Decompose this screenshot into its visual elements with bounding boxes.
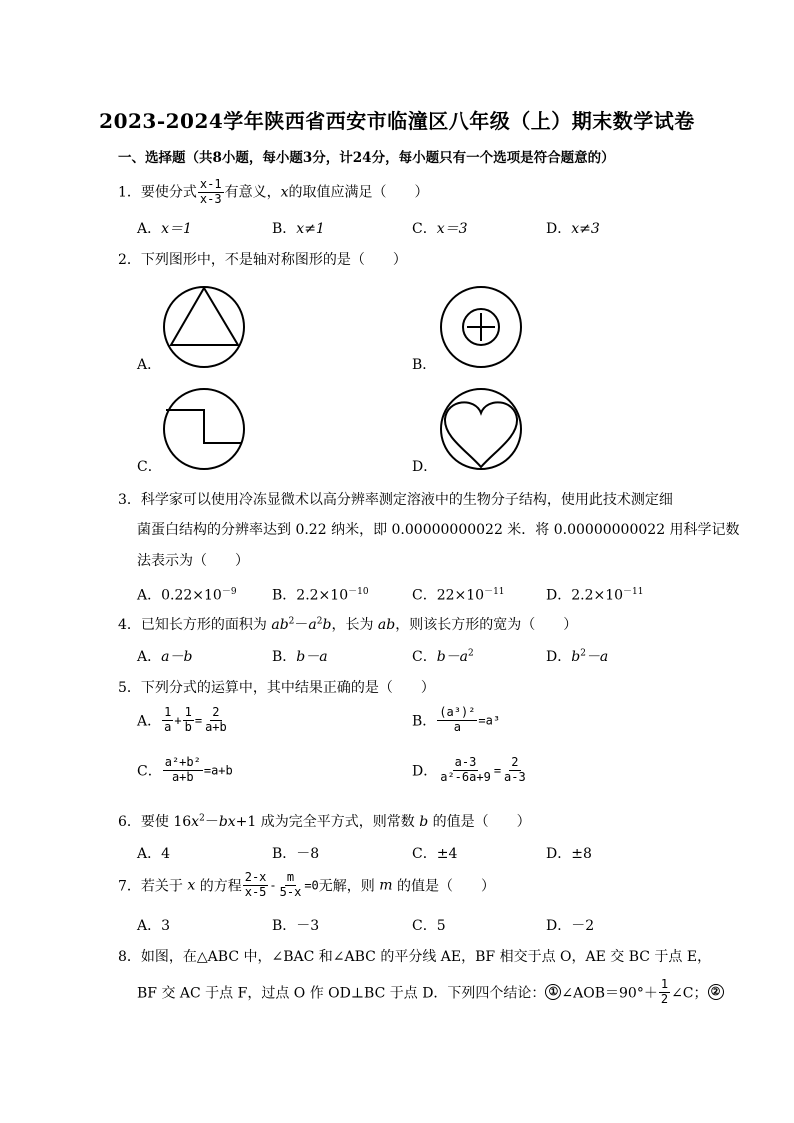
- q1-text-mid: 有意义，: [224, 184, 281, 201]
- q5-option-a[interactable]: A． $\frac{1}{a}$ + $\frac{1}{b}$ = $\frac{2}{a+b}$: [137, 705, 227, 734]
- q2-option-d[interactable]: D．: [412, 459, 438, 475]
- q8-line-2: BF 交 AC 于点 F，过点 O 作 OD⊥BC 于点 D．下列四个结论： ① ∠AOB＝90°＋ $\frac{1}{2}$ ∠C； ②: [137, 978, 724, 1007]
- q1-variable: x: [280, 184, 289, 201]
- q3-option-c[interactable]: C．$22\times 10^{-11}$: [412, 587, 505, 604]
- conclusion-2-marker: ②: [708, 984, 724, 1000]
- q7-option-d[interactable]: D．－2: [546, 918, 595, 934]
- q6-option-d[interactable]: D．±8: [546, 846, 592, 862]
- q2-option-a[interactable]: A．: [137, 357, 162, 373]
- conclusion-1-marker: ①: [545, 984, 561, 1000]
- q1-numerator: x-1: [199, 177, 222, 191]
- q1-option-a[interactable]: A．x＝1: [137, 221, 192, 237]
- q4-option-d[interactable]: D．$b^2-a$: [546, 648, 609, 665]
- q1-option-c[interactable]: C．x＝3: [412, 221, 468, 237]
- q4-option-c[interactable]: C．$b-a^2$: [412, 648, 474, 665]
- q3-line-2: 菌蛋白结构的分辨率达到 0.22 纳米，即 0.00000000022 米．将 0.00000000022 用科学记数: [137, 522, 740, 538]
- q6-option-b[interactable]: B．－8: [272, 846, 320, 862]
- question-7: 7．若关于 x 的方程 $\frac{2-x}{x-5}$ - $\frac{m}{5-x}$ =0无解，则 m 的值是（ ）: [118, 870, 495, 899]
- question-6: 6．要使 $16x^2-bx+1$ 成为完全平方式，则常数 b 的值是（ ）: [118, 813, 531, 830]
- q5-option-b[interactable]: B． $\frac{\text{(a³)²}}{a}$ =a³: [412, 705, 501, 734]
- q8-line-1: 8．如图，在△ABC 中，∠BAC 和∠ABC 的平分线 AE，BF 相交于点 O，AE 交 BC 于点 E，: [118, 949, 712, 965]
- q1-option-b[interactable]: B．x≠1: [272, 221, 325, 237]
- heart-in-circle-figure: [437, 383, 527, 473]
- q1-denominator: x-3: [199, 191, 222, 206]
- section-heading: 一、选择题（共8小题，每小题3分，计24分，每小题只有一个选项是符合题意的）: [118, 150, 615, 166]
- q3-option-a[interactable]: A．$0.22\times 10^{-9}$: [137, 587, 237, 604]
- q3-option-b[interactable]: B．$2.2\times 10^{-10}$: [272, 587, 369, 604]
- q5-option-c[interactable]: C． $\frac{\text{a²+b²}}{a+b}$ =a+b: [137, 755, 233, 784]
- q4-option-a[interactable]: A．a－b: [137, 649, 193, 665]
- q1-fraction: [198, 178, 224, 207]
- q4-option-b[interactable]: B．b－a: [272, 649, 328, 665]
- q5-option-d[interactable]: D． $\frac{a-3}{\text{a²-6a+9}}$ = $\frac{2}{a-3}$: [412, 755, 526, 784]
- question-5: 5．下列分式的运算中，其中结果正确的是（ ）: [118, 680, 435, 696]
- question-4: 4．已知长方形的面积为 $ab^2-a^2b$，长为 ab，则该长方形的宽为（ ）: [118, 616, 578, 633]
- q7-option-c[interactable]: C．5: [412, 918, 446, 934]
- page-title: 2023-2024学年陕西省西安市临潼区八年级（上）期末数学试卷: [99, 109, 695, 133]
- q2-option-c[interactable]: C．: [137, 459, 162, 475]
- q1-text-pre: 1．要使分式: [118, 184, 197, 201]
- q7-option-b[interactable]: B．－3: [272, 918, 320, 934]
- q3-line-3: 法表示为（ ）: [137, 553, 249, 569]
- question-1: [118, 178, 429, 207]
- concentric-circles-cross-figure: [437, 283, 527, 373]
- q1-option-d[interactable]: D．x≠3: [546, 221, 600, 237]
- q3-option-d[interactable]: D．$2.2\times 10^{-11}$: [546, 587, 644, 604]
- q7-option-a[interactable]: A．3: [137, 918, 171, 934]
- q6-option-c[interactable]: C．±4: [412, 846, 458, 862]
- q1-text-post: 的取值应满足（ ）: [288, 184, 429, 201]
- triangle-in-circle-figure: [160, 283, 250, 373]
- step-line-in-circle-figure: [160, 385, 250, 475]
- question-2: 2．下列图形中，不是轴对称图形的是（ ）: [118, 252, 407, 268]
- q2-option-b[interactable]: B．: [412, 357, 437, 373]
- q3-line-1: 3．科学家可以使用冷冻显微术以高分辨率测定溶液中的生物分子结构，使用此技术测定细: [118, 492, 673, 508]
- q6-option-a[interactable]: A．4: [137, 846, 171, 862]
